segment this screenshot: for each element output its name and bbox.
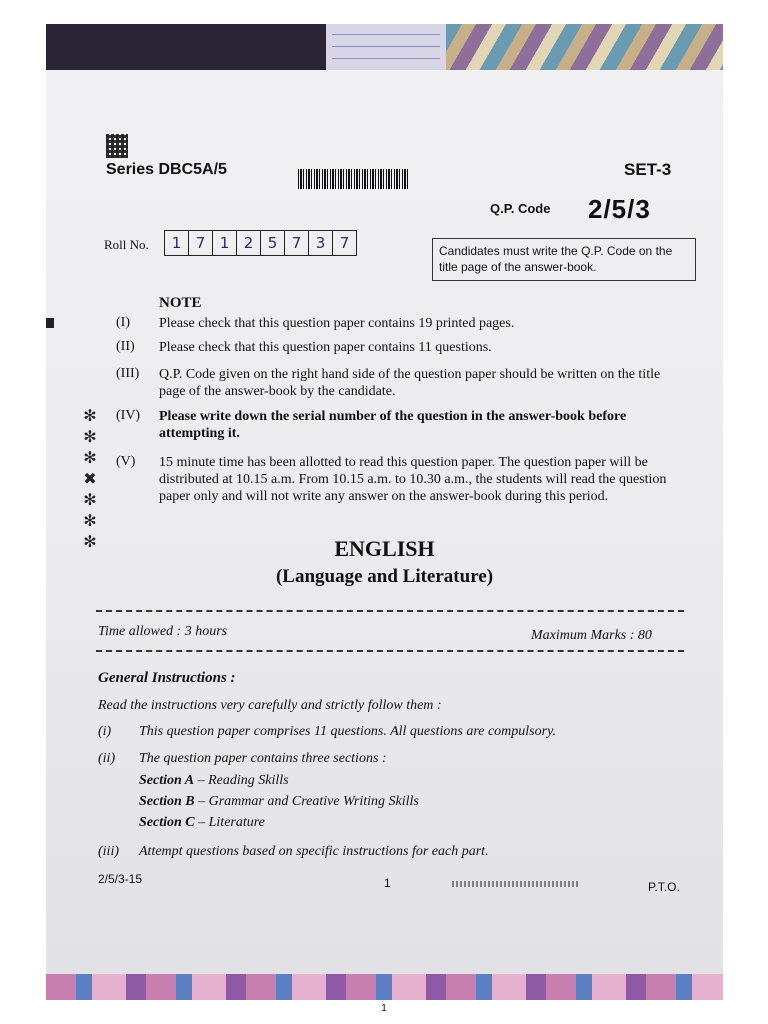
note-item-text: Please check that this question paper contains 19 printed pages. bbox=[159, 316, 515, 331]
page-number: 1 bbox=[381, 1003, 387, 1014]
asterisk-icon: ✻ bbox=[83, 429, 97, 446]
asterisk-icon: ✻ bbox=[83, 492, 97, 509]
squiggle-line bbox=[452, 881, 580, 887]
dashed-divider bbox=[96, 650, 684, 652]
roll-digit: 5 bbox=[261, 231, 285, 255]
roll-digit: 7 bbox=[285, 231, 309, 255]
instruction-number: (iii) bbox=[98, 844, 119, 859]
maximum-marks: Maximum Marks : 80 bbox=[531, 628, 652, 643]
note-item-number: (III) bbox=[116, 366, 140, 381]
notebook-corner bbox=[326, 24, 446, 76]
section-name: Section B bbox=[139, 794, 195, 809]
question-paper bbox=[46, 70, 723, 974]
cloth-pattern-top bbox=[446, 24, 723, 76]
section-desc: – Literature bbox=[198, 815, 265, 830]
note-item-text: Q.P. Code given on the right hand side of the question paper should be written on the title page of the answer-book by the candidate. bbox=[159, 367, 661, 399]
roll-number-boxes bbox=[164, 230, 357, 256]
note-item-number: (IV) bbox=[116, 408, 141, 423]
note-item-text: 15 minute time has been allotted to read this question paper. The question paper will be distributed at 10.15 a.m. From 10.15 a.m. to 10.30 a.m., the students will read the question paper only and will not write any answer on the answer-book during this period. bbox=[159, 455, 667, 504]
time-allowed: Time allowed : 3 hours bbox=[98, 624, 228, 639]
roll-digit: 7 bbox=[339, 234, 350, 252]
section-line bbox=[139, 773, 289, 789]
note-item-number: (II) bbox=[116, 339, 135, 354]
roll-digit: 2 bbox=[237, 231, 261, 255]
section-desc: – Grammar and Creative Writing Skills bbox=[198, 794, 419, 809]
series-label: Series DBC5A/5 bbox=[106, 161, 227, 178]
asterisk-icon: ✻ bbox=[83, 513, 97, 530]
section-desc: – Reading Skills bbox=[197, 773, 289, 788]
note-item-number: (V) bbox=[116, 454, 136, 469]
footer-code: 2/5/3-15 bbox=[98, 872, 143, 886]
cross-icon: ✖ bbox=[83, 471, 97, 488]
asterisk-icon: ✻ bbox=[83, 450, 97, 467]
set-label: SET-3 bbox=[624, 160, 672, 179]
edge-mark bbox=[46, 318, 54, 328]
side-marks bbox=[82, 406, 98, 553]
roll-number-label: Roll No. bbox=[104, 237, 149, 252]
roll-digit: 7 bbox=[189, 231, 213, 255]
photo-background bbox=[46, 24, 723, 1000]
instruction-text: Attempt questions based on specific instructions for each part. bbox=[139, 844, 489, 859]
note-item-text: Please check that this question paper contains 11 questions. bbox=[159, 340, 492, 355]
section-name: Section C bbox=[139, 815, 195, 830]
instruction-number: (ii) bbox=[98, 751, 116, 766]
general-instructions-title: General Instructions : bbox=[98, 670, 236, 686]
note-item-text: Please write down the serial number of the question in the answer-book before attempting it. bbox=[159, 409, 627, 441]
general-instructions-intro: Read the instructions very carefully and strictly follow them : bbox=[98, 698, 442, 713]
note-item-number: (I) bbox=[116, 315, 130, 330]
instruction-number: (i) bbox=[98, 724, 112, 739]
qp-code-value: 2/5/3 bbox=[588, 194, 651, 224]
dashed-divider bbox=[96, 610, 684, 612]
footer-page-number: 1 bbox=[384, 876, 391, 890]
instruction-text: The question paper contains three sections : bbox=[139, 751, 387, 766]
qp-code-label: Q.P. Code bbox=[490, 201, 551, 216]
asterisk-icon: ✻ bbox=[83, 534, 97, 551]
subject-title: ENGLISH bbox=[334, 536, 435, 561]
roll-digit: 3 bbox=[309, 231, 333, 255]
section-line bbox=[139, 815, 265, 831]
subject-subtitle: (Language and Literature) bbox=[275, 566, 494, 587]
section-line bbox=[139, 794, 419, 810]
roll-digit: 1 bbox=[165, 231, 189, 255]
qr-code-icon bbox=[106, 134, 128, 158]
roll-digit: 1 bbox=[213, 231, 237, 255]
footer-pto: P.T.O. bbox=[648, 880, 680, 894]
barcode-icon bbox=[298, 169, 410, 189]
instruction-text: This question paper comprises 11 questions. All questions are compulsory. bbox=[139, 724, 557, 739]
section-name: Section A bbox=[139, 773, 195, 788]
qp-code-notice: Candidates must write the Q.P. Code on the title page of the answer-book. bbox=[432, 238, 696, 281]
note-title: NOTE bbox=[159, 295, 202, 311]
asterisk-icon: ✻ bbox=[83, 408, 97, 425]
